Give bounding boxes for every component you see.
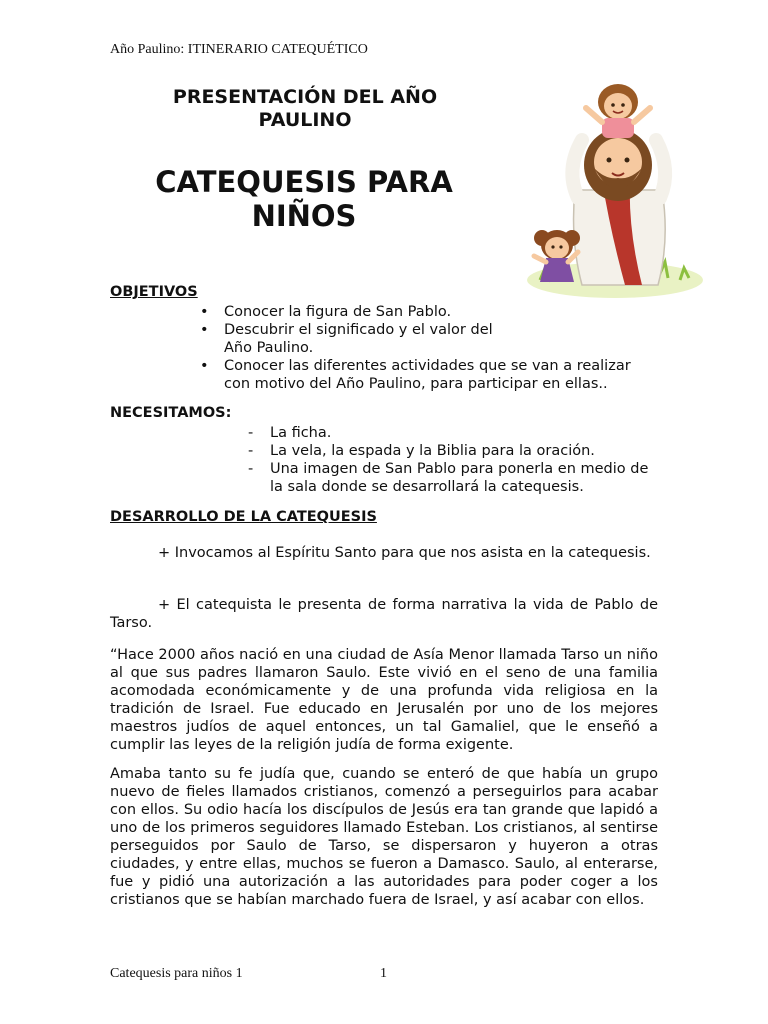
desarrollo-heading: DESARROLLO DE LA CATEQUESIS [110, 509, 377, 525]
objetivos-list [197, 303, 658, 393]
jesus-arm-left [572, 140, 582, 198]
jesus-children-illustration [520, 80, 705, 305]
desarrollo-paragraph-2: + El catequista le presenta de forma narrativa la vida de Pablo de Tarso. [110, 597, 658, 631]
jesus-arm-right [656, 140, 665, 198]
main-title: CATEQUESIS PARA NIÑOS [155, 165, 453, 233]
presentation-title: PRESENTACIÓN DEL AÑO PAULINO [172, 86, 438, 131]
jesus-eye-right [625, 158, 630, 163]
necesitamos-list [246, 424, 658, 496]
story-paragraph-1: “Hace 2000 años nació en una ciudad de Asía Menor llamada Tarso un niño al que sus padres llamaron Saulo. Este vivió en el seno de una familia acomodada económicamente y de una profunda vida religiosa en la tradición de Israel. Fue educado en Jerusalén por uno de los mejores maestros judíos de aquel entonces, un tal Gamaliel, que le enseñó a cumplir las leyes de la religión judía de forma exigente. [110, 647, 658, 753]
objetivo-item: • Conocer la figura de San Pablo. [197, 303, 658, 321]
child-top-shirt [602, 118, 634, 138]
desarrollo-paragraph-1: + Invocamos al Espíritu Santo para que nos asista en la catequesis. [158, 545, 651, 561]
necesitamos-item: - La ficha. [246, 424, 658, 442]
necesitamos-heading: NECESITAMOS: [110, 405, 232, 421]
necesitamos-item: - La vela, la espada y la Biblia para la oración. [246, 442, 658, 460]
child-top-face [604, 93, 632, 119]
girl-eye-right [559, 245, 562, 248]
story-paragraph-2: Amaba tanto su fe judía que, cuando se enteró de que había un grupo nuevo de fieles llamados cristianos, comenzó a perseguirlos para acabar con ellos. Su odio hacía los discípulos de Jesús era tan grande que lapidó a uno de los primeros seguidores llamado Esteban. Los cristianos, al sentirse perseguidos por Saulo de Tarso, se dispersaron y huyeron a otras ciudades, y entre ellas, muchos se fueron a Damasco. Saulo, al enterarse, fue y pidió una autorización a las autoridades para poder coger a los cristianos que se habían marchado fuera de Israel, y así acabar con ellos. [110, 766, 658, 908]
girl-face [545, 237, 569, 259]
child-top-eye-left [611, 103, 615, 107]
necesitamos-item: - Una imagen de San Pablo para ponerla en medio de la sala donde se desarrollará la catequesis. [246, 460, 658, 496]
jesus-eye-left [607, 158, 612, 163]
objetivo-item: • Descubrir el significado y el valor del Año Paulino. [197, 321, 658, 357]
footer-text: Catequesis para niños 1 [110, 966, 243, 981]
page-header: Año Paulino: ITINERARIO CATEQUÉTICO [110, 42, 368, 57]
objetivos-heading: OBJETIVOS [110, 284, 198, 300]
girl-eye-left [551, 245, 554, 248]
page-number: 1 [380, 966, 387, 981]
child-top-eye-right [621, 103, 625, 107]
objetivo-item: • Conocer las diferentes actividades que se van a realizar con motivo del Año Paulino, para participar en ellas.. [197, 357, 658, 393]
